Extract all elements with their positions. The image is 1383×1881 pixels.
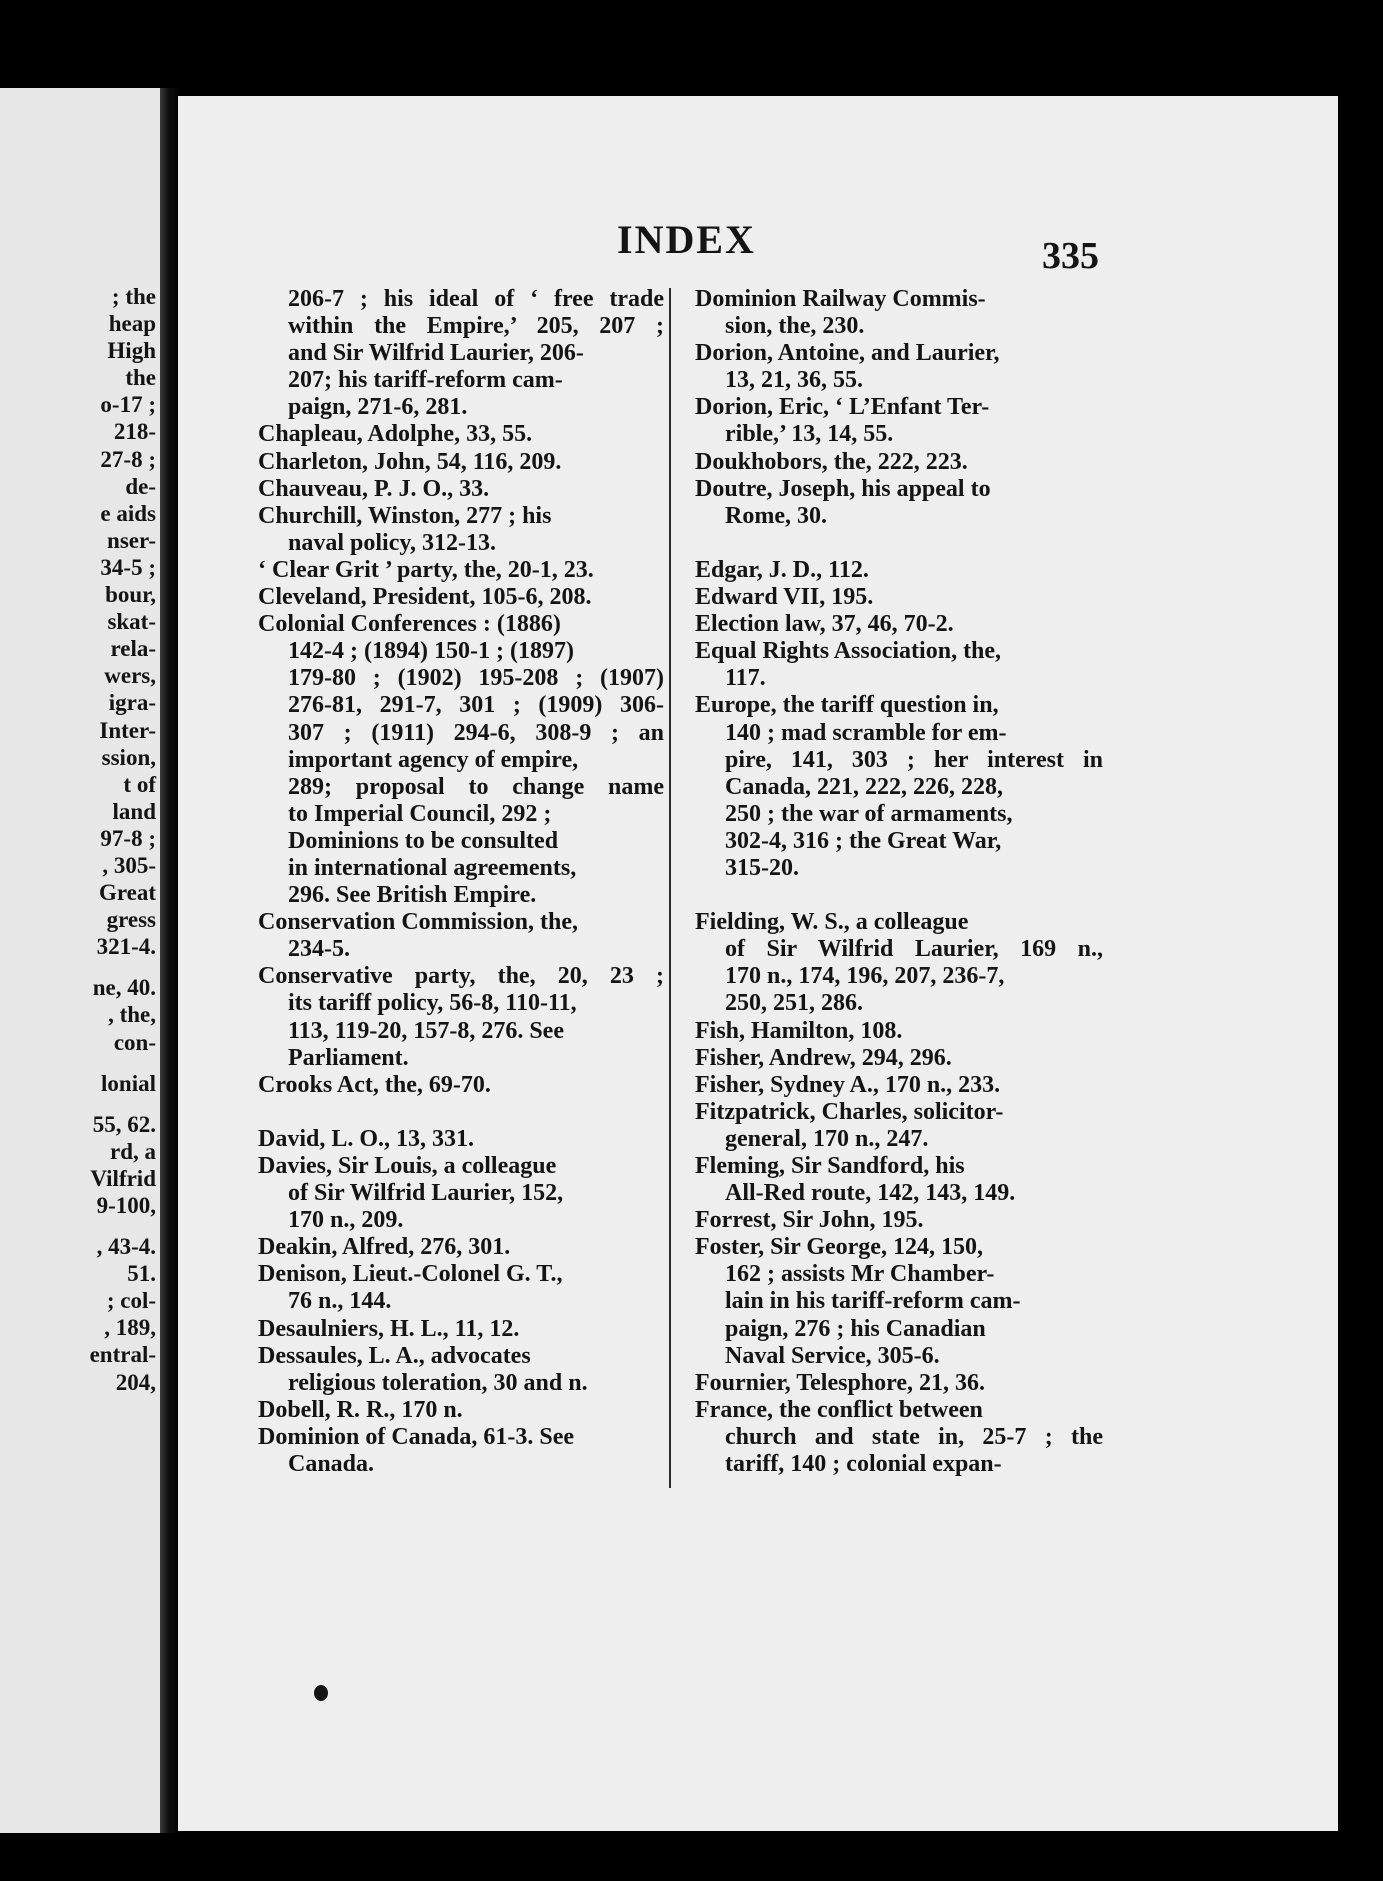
facing-page-fragment: ne, 40. [92,975,156,1001]
index-entry-line: Doukhobors, the, 222, 223. [695,448,968,475]
facing-page-fragment: o-17 ; [100,392,156,418]
index-entry [258,1153,664,1234]
facing-page-fragment: skat- [107,609,156,635]
index-entry-line: Davies, Sir Louis, a colleague [258,1153,557,1179]
facing-page-fragment: the [125,365,156,391]
page-number: 335 [1042,235,1099,277]
index-entry [258,557,664,584]
index-entry-line: Forrest, Sir John, 195. [695,1207,924,1234]
index-entry-line: Chapleau, Adolphe, 33, 55. [258,421,533,448]
facing-page-fragment: 34-5 ; [100,554,156,580]
index-entry-line: 315-20. [725,854,799,881]
facing-page-fragment: 321-4. [96,934,156,960]
facing-page-fragment [6,1219,156,1233]
index-entry-line: Europe, the tariff question in, [695,692,999,719]
index-entry-line: France, the conflict between [695,1396,983,1423]
index-entry [258,963,664,1071]
index-entry [695,584,1103,611]
index-entry-line: Foster, Sir George, 124, 150, [695,1234,983,1261]
index-entry-line: 207; his tariff-reform cam- [288,367,563,394]
index-entry-line: Dominions to be consulted [288,827,559,854]
index-entry-line: of Sir Wilfrid Laurier, 169 n., [725,936,1103,963]
facing-page-fragment: Vilfrid [90,1165,156,1191]
index-entry-line: in international agreements, [288,854,577,881]
index-entry-line: Dorion, Antoine, and Laurier, [695,340,1000,367]
facing-page-fragment [6,960,156,974]
index-entry-line: 276-81, 291-7, 301 ; (1909) 306- [288,692,664,719]
index-entry [258,1072,664,1099]
index-entry [695,1370,1103,1397]
index-entry [258,1424,664,1478]
facing-page-fragment: 9-100, [96,1193,156,1218]
facing-page-fragment: e aids [100,500,156,526]
facing-page-fragment: con- [113,1029,156,1055]
facing-page-fragment [6,1056,156,1070]
index-entry-line: paign, 276 ; his Canadian [725,1315,986,1342]
index-entry-line: Canada, 221, 222, 226, 228, [725,773,1004,800]
index-entry-line: important agency of empire, [288,746,579,773]
index-entry-line: Fish, Hamilton, 108. [695,1017,903,1044]
index-entry-line: Chauveau, P. J. O., 33. [258,475,490,502]
index-entry-line: sion, the, 230. [725,313,865,340]
facing-page-fragment: 97-8 ; [100,825,156,851]
index-entry-line: 113, 119-20, 157-8, 276. See [288,1017,564,1044]
index-entry-line: Dorion, Eric, ‘ L’Enfant Ter- [695,394,990,421]
facing-page-fragment: , the, [108,1002,156,1028]
index-entry-line: to Imperial Council, 292 ; [288,800,552,827]
index-entry [258,421,664,448]
index-entry-line: Denison, Lieut.-Colonel G. T., [258,1261,563,1288]
index-entry [258,584,664,611]
index-entry-line: Naval Service, 305-6. [725,1342,940,1369]
index-entry [695,1234,1103,1369]
letter-section-gap [695,530,1103,557]
index-entry-line: Cleveland, President, 105-6, 208. [258,584,592,611]
index-entry-line: tariff, 140 ; colonial expan- [725,1451,1002,1478]
facing-page-fragment [6,1097,156,1111]
index-entry [258,1343,664,1397]
index-entry [695,394,1103,448]
facing-page-fragment: t of [123,771,156,797]
facing-page-fragment: de- [125,473,156,499]
facing-page-fragment: 27-8 ; [100,446,156,472]
facing-page-fragment: High [107,338,156,364]
index-entry [258,1126,664,1153]
index-entry-line: Fournier, Telesphore, 21, 36. [695,1369,986,1396]
facing-page [0,88,160,1833]
column-rule [669,288,671,1488]
index-entry-line: 250 ; the war of armaments, [725,800,1013,827]
facing-page-fragment: bour, [105,582,156,608]
facing-page-fragment: 51. [127,1261,156,1287]
index-entry [258,1397,664,1424]
index-entry [695,1045,1103,1072]
index-entry [695,1018,1103,1045]
index-entry-line: religious toleration, 30 and n. [288,1369,588,1396]
index-entry-line: general, 170 n., 247. [725,1125,929,1152]
index-entry [695,1153,1103,1207]
index-entry-line: 13, 21, 36, 55. [725,367,863,394]
index-entry-line: 179-80 ; (1902) 195-208 ; (1907) [288,665,664,692]
index-entry-line: 296. See British Empire. [288,882,537,909]
facing-page-fragment: ; col- [106,1288,156,1314]
index-entry-line: Dominion of Canada, 61-3. See [258,1423,575,1450]
facing-page-fragment: entral- [89,1342,156,1368]
index-entry-line: and Sir Wilfrid Laurier, 206- [288,340,584,367]
index-entry [695,692,1103,882]
facing-page-text [6,283,156,1396]
index-entry [695,611,1103,638]
index-entry-line: All-Red route, 142, 143, 149. [725,1180,1016,1207]
index-entry [695,638,1103,692]
index-entry [258,1234,664,1261]
index-entry [695,1099,1103,1153]
index-entry-line: Fielding, W. S., a colleague [695,909,969,936]
index-entry-line: naval policy, 312-13. [288,529,497,556]
index-entry-line: of Sir Wilfrid Laurier, 152, [288,1180,564,1207]
index-entry-line: within the Empire,’ 205, 207 ; [288,313,664,340]
index-entry [695,476,1103,530]
index-entry-line: Parliament. [288,1044,409,1071]
index-entry [258,476,664,503]
index-entry-line: pire, 141, 303 ; her interest in [725,746,1103,773]
index-entry-line: 206-7 ; his ideal of ‘ free trade [288,286,664,312]
facing-page-fragment: , 305- [102,852,156,878]
facing-page-fragment: 204, [115,1369,156,1395]
index-entry-line: Conservation Commission, the, [258,909,579,936]
index-entry-line: Dominion Railway Commis- [695,286,986,312]
facing-page-fragment: Great [98,880,156,906]
facing-page-fragment: igra- [108,690,156,716]
index-entry-line: 307 ; (1911) 294-6, 308-9 ; an [288,719,664,746]
index-entry-line: 234-5. [288,936,350,963]
index-entry-line: Conservative party, the, 20, 23 ; [258,963,664,990]
index-entry-line: Election law, 37, 46, 70-2. [695,611,954,638]
index-entry-line: Dobell, R. R., 170 n. [258,1396,463,1423]
facing-page-fragment: gress [106,907,156,933]
index-entry-line: its tariff policy, 56-8, 110-11, [288,990,577,1017]
facing-page-fragment: heap [108,311,156,337]
index-entry [258,286,664,421]
index-entry-line: Dessaules, L. A., advocates [258,1342,531,1369]
index-entry-line: Deakin, Alfred, 276, 301. [258,1234,511,1261]
running-head: INDEX [617,217,756,262]
index-entry-line: 170 n., 174, 196, 207, 236-7, [725,963,1005,990]
index-entry [695,1072,1103,1099]
index-entry-line: Crooks Act, the, 69-70. [258,1071,491,1098]
index-entry-line: Charleton, John, 54, 116, 209. [258,448,562,475]
index-entry-line: 170 n., 209. [288,1207,404,1234]
index-entry-line: ‘ Clear Grit ’ party, the, 20-1, 23. [258,556,594,583]
facing-page-fragment: nser- [107,527,156,553]
index-entry [695,557,1103,584]
index-entry [695,286,1103,340]
facing-page-fragment: rd, a [110,1138,156,1164]
index-entry-line: Rome, 30. [725,502,827,529]
index-column-left [258,286,664,1478]
facing-page-fragment: lonial [101,1070,156,1096]
index-entry [258,1261,664,1315]
index-entry-line: David, L. O., 13, 331. [258,1125,475,1152]
index-entry-line: Edgar, J. D., 112. [695,556,869,583]
index-entry-line: 302-4, 316 ; the Great War, [725,827,1002,854]
letter-section-gap [258,1099,664,1126]
index-entry-line: Fleming, Sir Sandford, his [695,1153,965,1179]
index-entry [258,503,664,557]
index-entry-line: 76 n., 144. [288,1288,392,1315]
index-entry-line: lain in his tariff-reform cam- [725,1288,1021,1315]
index-entry-line: 162 ; assists Mr Chamber- [725,1261,995,1288]
index-entry [695,1207,1103,1234]
index-entry [258,1316,664,1343]
facing-page-fragment: wers, [104,663,156,689]
index-entry [258,449,664,476]
index-entry-line: rible,’ 13, 14, 55. [725,421,894,448]
index-entry-line: 289; proposal to change name [288,773,664,800]
index-entry-line: church and state in, 25-7 ; the [725,1423,1103,1450]
facing-page-fragment: , 43-4. [96,1234,156,1260]
index-entry-line: Churchill, Winston, 277 ; his [258,502,552,529]
index-column-right [695,286,1103,1478]
index-entry-line: Colonial Conferences : (1886) [258,611,561,638]
index-entry-line: 250, 251, 286. [725,990,863,1017]
facing-page-fragment: , 189, [104,1315,156,1341]
facing-page-fragment: land [112,798,156,824]
index-entry [695,909,1103,1017]
index-entry-line: Desaulniers, H. L., 11, 12. [258,1315,520,1342]
index-entry-line: paign, 271-6, 281. [288,394,468,421]
index-entry [695,1397,1103,1478]
index-entry-line: Fisher, Sydney A., 170 n., 233. [695,1071,1001,1098]
index-entry-line: Doutre, Joseph, his appeal to [695,475,991,502]
facing-page-fragment: 55, 62. [92,1111,156,1137]
index-entry-line: Canada. [288,1451,375,1478]
facing-page-fragment: rela- [110,636,156,662]
index-entry [258,611,664,909]
index-entry-line: Fitzpatrick, Charles, solicitor- [695,1098,1004,1125]
index-entry [695,449,1103,476]
index-entry-line: 117. [725,665,766,692]
ink-spot [314,1685,328,1701]
letter-section-gap [695,882,1103,909]
facing-page-fragment: Inter- [99,717,156,743]
facing-page-fragment: ; the [111,284,156,309]
facing-page-fragment: ssion, [101,744,156,770]
index-entry-line: 142-4 ; (1894) 150-1 ; (1897) [288,638,574,665]
index-entry-line: Fisher, Andrew, 294, 296. [695,1044,952,1071]
book-gutter [160,88,180,1833]
index-entry [258,909,664,963]
index-entry-line: 140 ; mad scramble for em- [725,719,1007,746]
index-entry-line: Equal Rights Association, the, [695,638,1002,665]
facing-page-fragment: 218- [113,419,156,445]
index-entry-line: Edward VII, 195. [695,584,874,611]
index-entry [695,340,1103,394]
